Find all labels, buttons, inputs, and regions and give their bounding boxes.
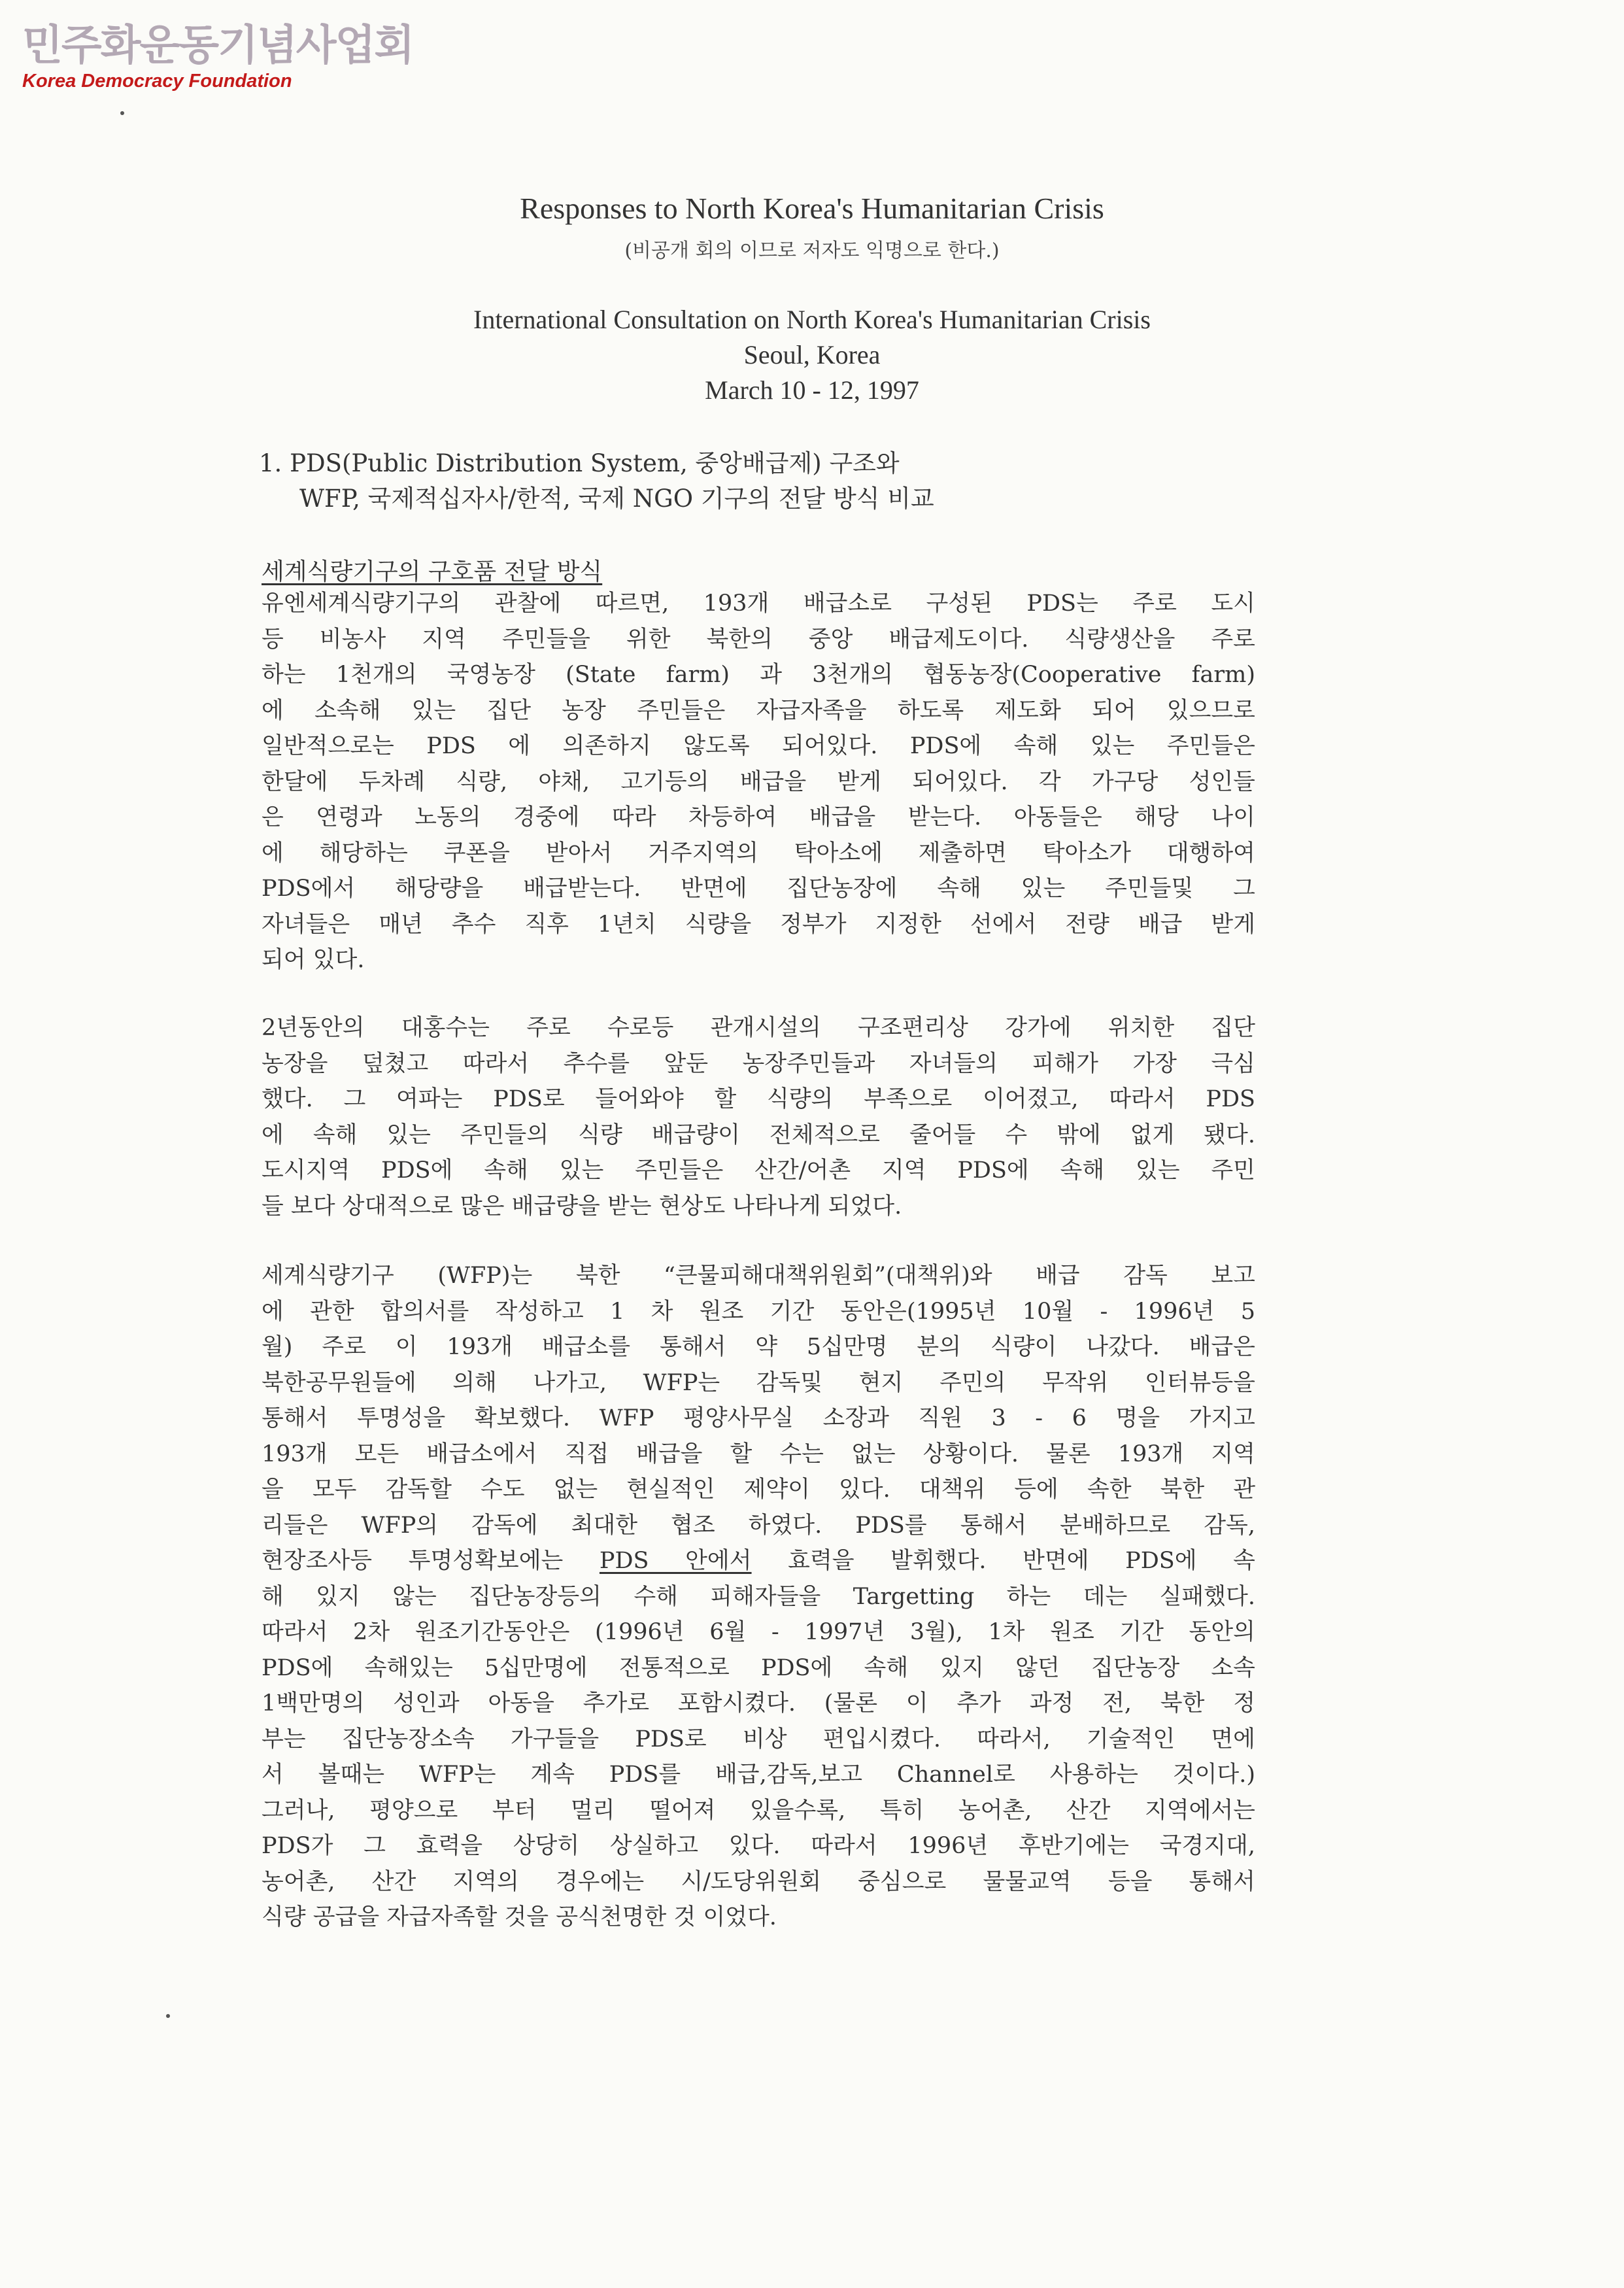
section-heading-line1: 1. PDS(Public Distribution System, 중앙배급제) 구조와 [259, 449, 900, 477]
text-line: 농어촌, 산간 지역의 경우에는 시/도당위원회 중심으로 물물교역 등을 통해서 [262, 1868, 1255, 1895]
text-line: 그러나, 평양으로 부터 멀리 떨어져 있을수록, 특히 농어촌, 산간 지역에서는 [262, 1797, 1255, 1824]
text-line: PDS가 그 효력을 상당히 상실하고 있다. 따라서 1996년 후반기에는 국경지대, [262, 1833, 1255, 1859]
text-line: 193개 모든 배급소에서 직접 배급을 할 수는 없는 상황이다. 물론 193개 지역 [262, 1441, 1255, 1467]
text-line: 해 있지 않는 집단농장등의 수해 피해자들을 Targetting 하는 데는 실패했다. [262, 1583, 1255, 1610]
text-line: 세계식량기구 (WFP)는 북한 “큰물피해대책위원회”(대책위)와 배급 감독 보고 [262, 1263, 1255, 1289]
conference-info [0, 302, 1624, 408]
text-line: 통해서 투명성을 확보했다. WFP 평양사무실 소장과 직원 3 - 6 명을 가지고 [262, 1405, 1255, 1431]
paragraph-3 [262, 1258, 1255, 1936]
conference-name: International Consultation on North Korea's Humanitarian Crisis [473, 305, 1151, 334]
text-line: 에 해당하는 쿠폰을 받아서 거주지역의 탁아소에 제출하면 탁아소가 대행하여 [262, 840, 1255, 866]
text-line: 월) 주로 이 193개 배급소를 통해서 약 5십만명 분의 식량이 나갔다. 배급은 [262, 1334, 1255, 1360]
text-line: 2년동안의 대홍수는 주로 수로등 관개시설의 구조편리상 강가에 위치한 집단 [262, 1015, 1255, 1041]
subsection-heading: 세계식량기구의 구호품 전달 방식 [262, 558, 603, 585]
text-line: PDS에서 해당량을 배급받는다. 반면에 집단농장에 속해 있는 주민들및 그 [262, 876, 1255, 902]
section-heading [259, 446, 934, 517]
document-subtitle: (비공개 회의 이므로 저자도 익명으로 한다.) [624, 239, 1000, 262]
section-heading-line2: WFP, 국제적십자사/한적, 국제 NGO 기구의 전달 방식 비교 [299, 485, 934, 513]
text-line: 등 비농사 지역 주민들을 위한 북한의 중앙 배급제도이다. 식량생산을 주로 [262, 626, 1255, 653]
text-line: 1백만명의 성인과 아동을 추가로 포함시켰다. (물론 이 추가 과정 전, 북한 정 [262, 1690, 1255, 1716]
document-title: Responses to North Korea's Humanitarian Crisis [520, 192, 1104, 225]
text-line: 했다. 그 여파는 PDS로 들어와야 할 식량의 부족으로 이어졌고, 따라서 PDS [262, 1086, 1255, 1112]
paragraph-2 [262, 1010, 1255, 1224]
text-line: 농장을 덮쳤고 따라서 추수를 앞둔 농장주민들과 자녀들의 피해가 가장 극심 [262, 1050, 1255, 1077]
text-line: 을 모두 감독할 수도 없는 현실적인 제약이 있다. 대책위 등에 속한 북한 관 [262, 1477, 1255, 1503]
text-fragment: 현장조사등 투명성확보에는 [262, 1548, 600, 1574]
paragraph-1 [262, 586, 1255, 978]
text-line: 한달에 두차례 식량, 야채, 고기등의 배급을 받게 되어있다. 각 가구당 성인들 [262, 768, 1255, 795]
scan-speck [166, 2014, 170, 2018]
logo-english-text: Korea Democracy Foundation [22, 71, 292, 92]
text-line: 북한공무원들에 의해 나가고, WFP는 감독및 현지 주민의 무작위 인터뷰등을 [262, 1369, 1255, 1396]
text-line: 일반적으로는 PDS 에 의존하지 않도록 되어있다. PDS에 속해 있는 주민들은 [262, 733, 1255, 759]
text-line: 부는 집단농장소속 가구들을 PDS로 비상 편입시켰다. 따라서, 기술적인 면에 [262, 1726, 1255, 1752]
text-line-with-underline [262, 1543, 1255, 1579]
text-line: 들 보다 상대적으로 많은 배급량을 받는 현상도 나타나게 되었다. [262, 1193, 902, 1220]
text-line: 도시지역 PDS에 속해 있는 주민들은 산간/어촌 지역 PDS에 속해 있는 주민 [262, 1157, 1255, 1184]
conference-date: March 10 - 12, 1997 [705, 375, 919, 405]
text-line: 식량 공급을 자급자족할 것을 공식천명한 것 이었다. [262, 1904, 777, 1930]
text-line: 하는 1천개의 국영농장 (State farm) 과 3천개의 협동농장(Cooperative farm) [262, 662, 1255, 688]
underlined-phrase: PDS 안에서 [599, 1548, 752, 1574]
text-line: 은 연령과 노동의 경중에 따라 차등하여 배급을 받는다. 아동들은 해당 나이 [262, 804, 1255, 830]
text-line: 되어 있다. [262, 947, 365, 973]
text-line: 따라서 2차 원조기간동안은 (1996년 6월 - 1997년 3월), 1차 원조 기간 동안의 [262, 1619, 1255, 1645]
scan-speck [120, 111, 124, 115]
text-line: 에 속해 있는 주민들의 식량 배급량이 전체적으로 줄어들 수 밖에 없게 됐다. [262, 1121, 1255, 1148]
logo-korean-text: 민주화운동기념사업회 [22, 22, 414, 70]
conference-location: Seoul, Korea [743, 340, 881, 369]
text-line: 리들은 WFP의 감독에 최대한 협조 하였다. PDS를 통해서 분배하므로 감독, [262, 1512, 1255, 1539]
text-line: 에 소속해 있는 집단 농장 주민들은 자급자족을 하도록 제도화 되어 있으므로 [262, 697, 1255, 724]
foundation-logo [22, 22, 414, 92]
text-line: 자녀들은 매년 추수 직후 1년치 식량을 정부가 지정한 선에서 전량 배급 받게 [262, 911, 1255, 938]
text-line: 서 볼때는 WFP는 계속 PDS를 배급,감독,보고 Channel로 사용하는 것이다.) [262, 1762, 1255, 1788]
text-line: 유엔세계식량기구의 관찰에 따르면, 193개 배급소로 구성된 PDS는 주로 도시 [262, 590, 1255, 617]
text-fragment: 효력을 발휘했다. 반면에 PDS에 속 [751, 1548, 1255, 1574]
text-line: PDS에 속해있는 5십만명에 전통적으로 PDS에 속해 있지 않던 집단농장 소속 [262, 1654, 1255, 1681]
text-line: 에 관한 합의서를 작성하고 1 차 원조 기간 동안은(1995년 10월 - 1996년 5 [262, 1298, 1255, 1325]
